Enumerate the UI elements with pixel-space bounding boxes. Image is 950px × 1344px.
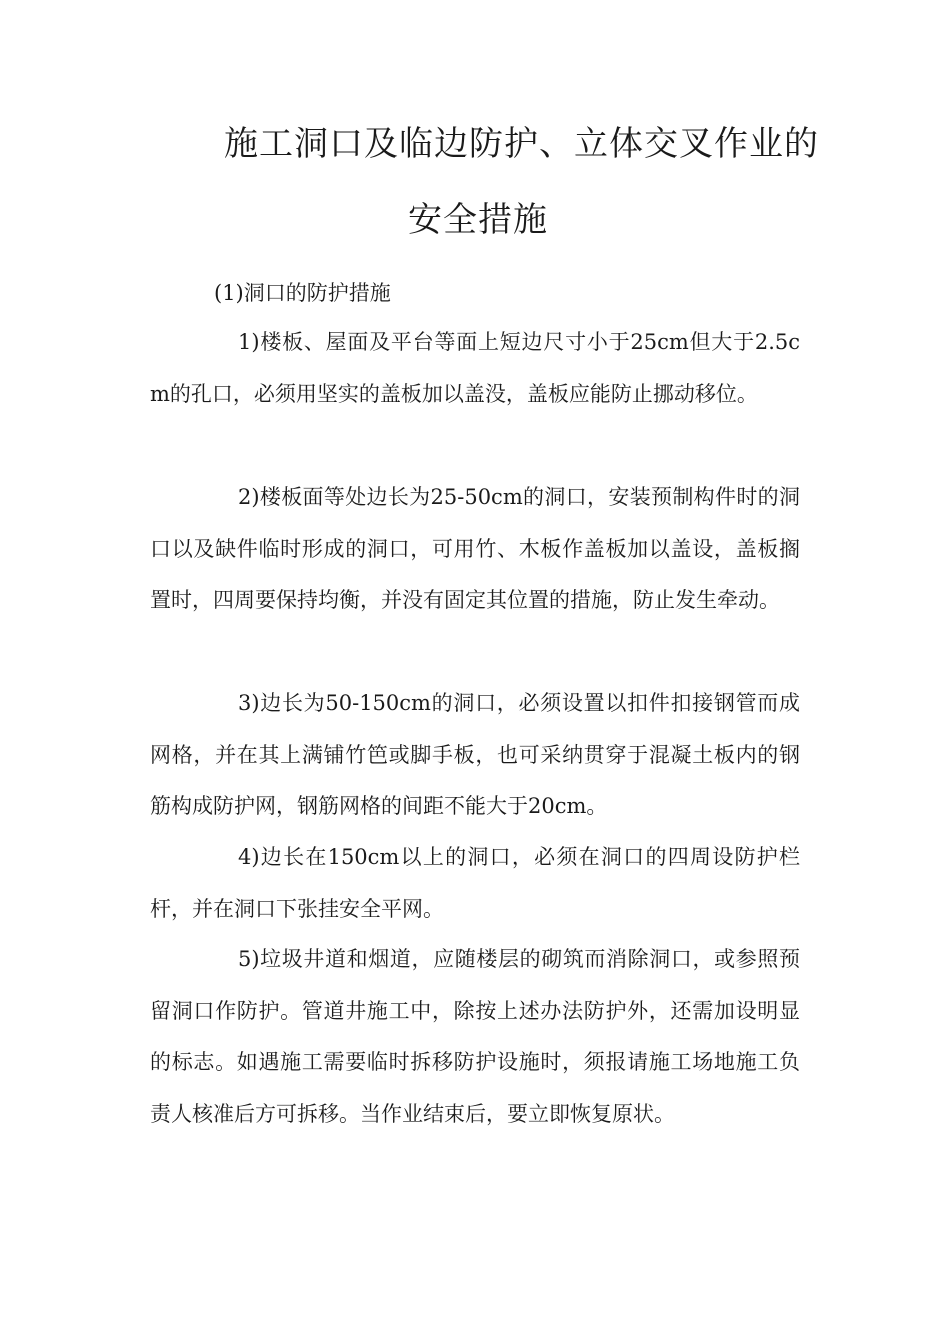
paragraph-4: 4)边长在150cm以上的洞口，必须在洞口的四周设防护栏杆，并在洞口下张挂安全平网。 bbox=[150, 845, 800, 921]
paragraph-3: 3)边长为50-150cm的洞口，必须设置以扣件扣接钢管而成网格，并在其上满铺竹笆或脚手板，也可采纳贯穿于混凝土板内的钢筋构成防护网，钢筋网格的间距不能大于20cm。 bbox=[150, 691, 800, 818]
document-title-line-2: 安全措施 bbox=[408, 200, 548, 240]
paragraph-2: 2)楼板面等处边长为25-50cm的洞口，安装预制构件时的洞口以及缺件临时形成的洞口，可用竹、木板作盖板加以盖设，盖板搁置时，四周要保持均衡，并没有固定其位置的措施，防止发生牵动。 bbox=[150, 485, 800, 612]
section-heading: (1)洞口的防护措施 bbox=[214, 281, 391, 305]
paragraph-5: 5)垃圾井道和烟道，应随楼层的砌筑而消除洞口，或参照预留洞口作防护。管道井施工中，除按上述办法防护外，还需加设明显的标志。如遇施工需要临时拆移防护设施时，须报请施工场地施工负责人核准后方可拆移。当作业结束后，要立即恢复原状。 bbox=[150, 947, 800, 1126]
document-title-line-1: 施工洞口及临边防护、立体交叉作业的 bbox=[224, 124, 819, 164]
paragraph-1: 1)楼板、屋面及平台等面上短边尺寸小于25cm但大于2.5cm的孔口，必须用坚实的盖板加以盖没，盖板应能防止挪动移位。 bbox=[150, 330, 800, 406]
